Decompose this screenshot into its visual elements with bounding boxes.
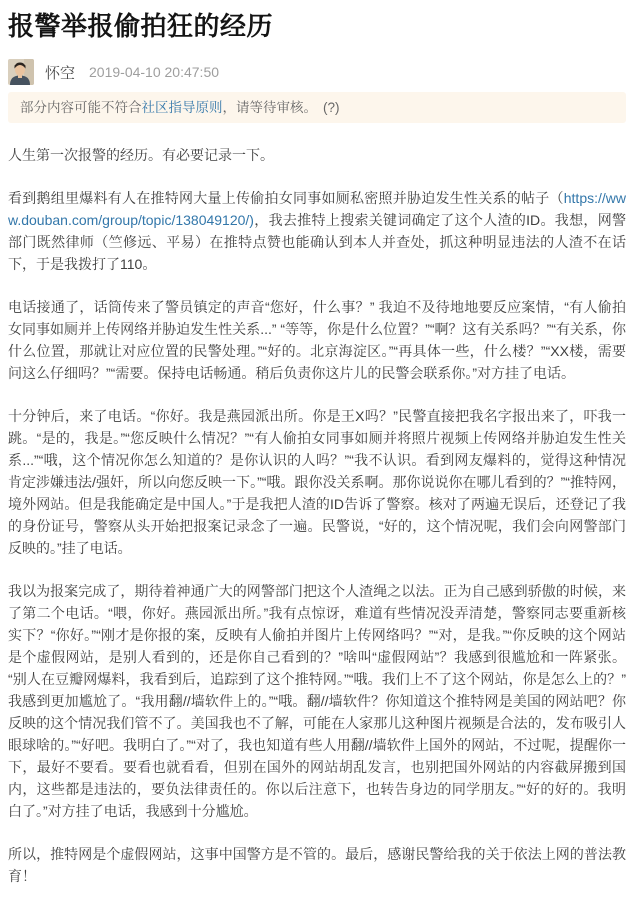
post-paragraph xyxy=(8,843,626,887)
post-paragraph xyxy=(8,187,626,275)
notice-text-after: ，请等待审核。 xyxy=(222,100,317,115)
notice-text-before: 部分内容可能不符合 xyxy=(20,100,142,115)
post-paragraph xyxy=(8,580,626,822)
paragraph-text: ，我去推特上搜索关键词确定了这个人渣的ID。我想，网警部门既然律师（竺修远、平易）在推特点赞也能确认到本人并查处，抓这种明显违法的人渣不在话下，于是我拨打了110。 xyxy=(8,212,626,272)
paragraph-text: 看到鹅组里爆料有人在推特网大量上传偷拍女同事如厕私密照并胁迫发生性关系的帖子（ xyxy=(8,190,564,206)
post-body xyxy=(8,144,626,887)
paragraph-text: 电话接通了，话筒传来了警员镇定的声音“您好，什么事？” 我迫不及待地地要反应案情，“有人偷拍女同事如厕并上传网络并胁迫发生性关系...” “等等，你是什么位置？”“啊？这有关系吗？”“有关系，你什么位置，那就让对应位置的民警处理。”“好的。北京海淀区。”“再具体一些，什么楼？”“XX楼，需要问这么仔细吗？”“需要。保持电话畅通。稍后负责你这片儿的民警会联系你。”对方挂了电话。 xyxy=(8,299,626,381)
paragraph-text: 我以为报案完成了，期待着神通广大的网警部门把这个人渣绳之以法。正为自己感到骄傲的时候，来了第二个电话。“喂，你好。燕园派出所。”我有点惊讶，难道有些情况没弄清楚，警察同志要重新核实下？“你好。”“刚才是你报的案，反映有人偷拍并图片上传网络吗？”“对，是我。”“你反映的这个网站是个虚假网站，是别人看到的，还是你自己看到的？”啥叫“虚假网站”？我感到很尴尬和一阵紧张。“别人在豆瓣网爆料，我看到后，追踪到了这个推特网。”“哦。我们上不了这个网站，你是怎么上的？”我感到更加尴尬了。“我用翻//墙软件上的。”“哦。翻//墙软件？你知道这个推特网是美国的网站吧？你反映的这个情况我们管不了。美国我也不了解，可能在人家那儿这种图片视频是合法的，发布吸引人眼球啥的。”“好吧。我明白了。”“对了，我也知道有些人用翻//墙软件上国外的网站，不过呢，提醒你一下，最好不要看。要看也就看看，但别在国外的网站胡乱发言，也别把国外网站的内容截屏搬到国内，这些都是违法的，要负法律责任的。你以后注意下，也转告身边的同学朋友。”“好的好的。我明白了。”对方挂了电话，我感到十分尴尬。 xyxy=(8,583,626,819)
inline-link[interactable]: https://www.douban.com/group/topic/138049120/) xyxy=(8,190,626,228)
paragraph-text: 所以，推特网是个虚假网站，这事中国警方是不管的。最后，感谢民警给我的关于依法上网的普法教育！ xyxy=(8,846,626,884)
author-name[interactable]: 怀空 xyxy=(45,64,76,82)
post-paragraph xyxy=(8,296,626,384)
author-row xyxy=(8,59,626,85)
page-title: 报警举报偷拍狂的经历 xyxy=(8,11,274,41)
post-timestamp: 2019-04-10 20:47:50 xyxy=(89,64,220,80)
paragraph-text: 人生第一次报警的经历。有必要记录一下。 xyxy=(8,147,274,163)
review-notice-banner xyxy=(8,92,626,123)
post-paragraph xyxy=(8,144,626,166)
paragraph-text: 十分钟后，来了电话。“你好。我是燕园派出所。你是王X吗？”民警直接把我名字报出来了，吓我一跳。“是的，我是。”“您反映什么情况？”“有人偷拍女同事如厕并将照片视频上传网络并胁迫发生性关系...”“哦，这个情况你怎么知道的？是你认识的人吗？”“我不认识。看到网友爆料的，觉得这种情况肯定涉嫌违法/强奸，所以向您反映一下。”“哦。跟你没关系啊。那你说说你在哪儿看到的？”“推特网，境外网站。但是我能确定是中国人。”于是我把人渣的ID告诉了警察。核对了两遍无误后，还登记了我的身份证号，警察从头开始把报案记录念了一遍。民警说，“好的，这个情况呢，我们会向网警部门反映的。”挂了电话。 xyxy=(8,408,626,556)
post-paragraph xyxy=(8,405,626,559)
avatar[interactable] xyxy=(8,59,34,85)
user-photo-avatar-icon xyxy=(8,59,34,85)
notice-help-link[interactable]: (?) xyxy=(323,100,340,115)
community-guidelines-link[interactable]: 社区指导原则 xyxy=(141,100,223,115)
